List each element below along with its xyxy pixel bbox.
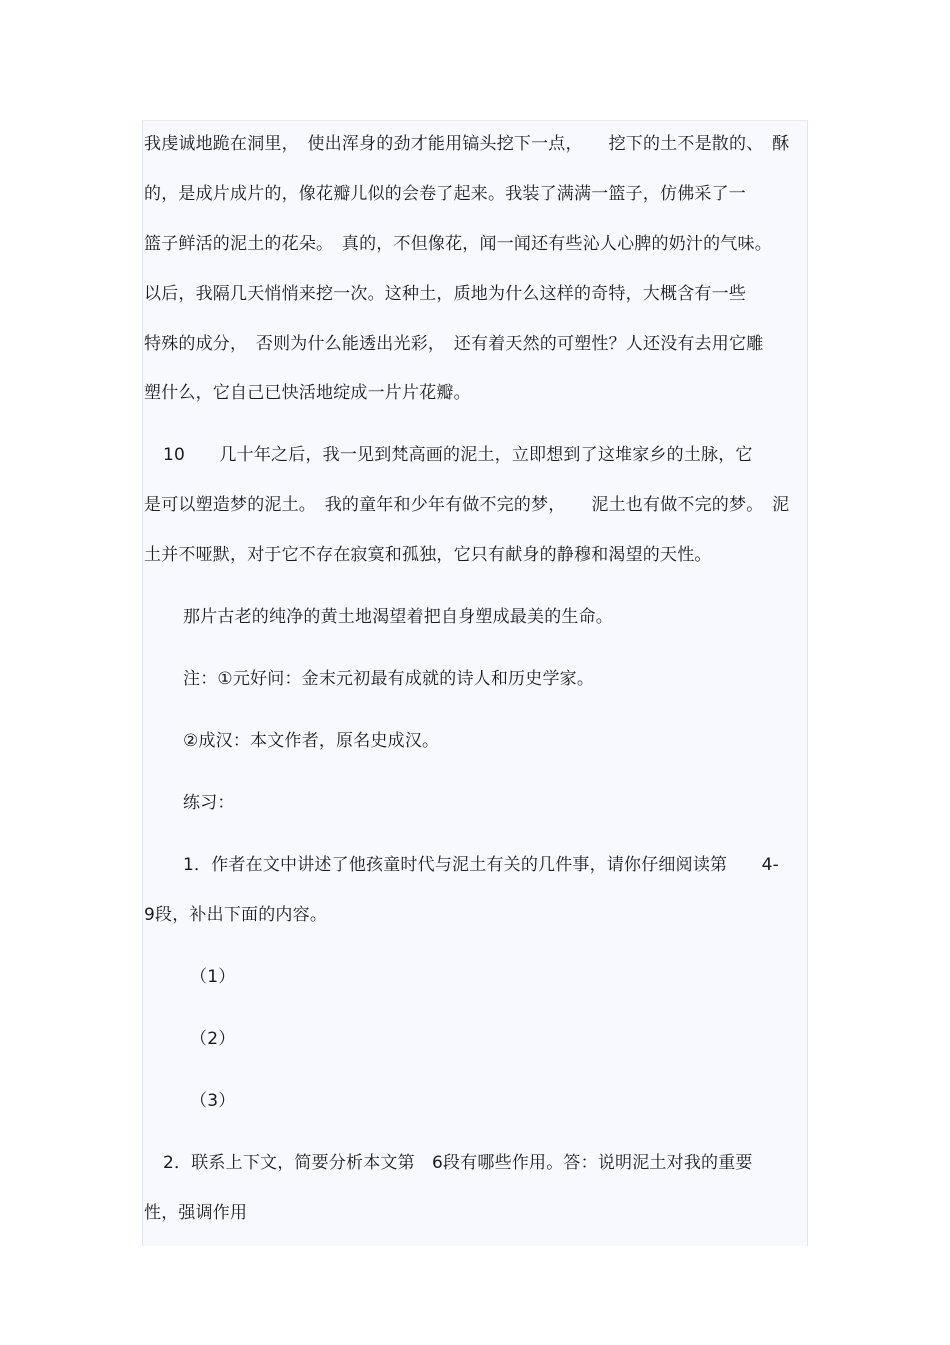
exercise-heading: 练习： (183, 793, 235, 813)
text-line: 是可以塑造梦的泥土。 我的童年和少年有做不完的梦， 泥土也有做不完的梦。 泥 (144, 495, 790, 515)
text-line: 以后，我隔几天悄悄来挖一次。这种土，质地为什么这样的奇特，大概含有一些 (144, 284, 746, 304)
answer-item: （3） (190, 1091, 236, 1111)
note-line: ②成汉：本文作者，原名史成汉。 (183, 731, 440, 751)
question-line: 9段，补出下面的内容。 (144, 905, 328, 925)
text-line: 我虔诚地跪在洞里， 使出浑身的劲才能用镐头挖下一点， 挖下的土不是散的、 酥 (144, 134, 790, 154)
text-line: 土并不哑默，对于它不存在寂寞和孤独，它只有献身的静穆和渴望的天性。 (144, 545, 712, 565)
answer-item: （1） (190, 967, 236, 987)
question-line: 1．作者在文中讲述了他孩童时代与泥土有关的几件事，请你仔细阅读第 4- (183, 855, 779, 875)
note-line: 注：①元好问：金末元初最有成就的诗人和历史学家。 (183, 669, 595, 689)
text-line: 的，是成片成片的，像花瓣儿似的会卷了起来。我装了满满一篮子，仿佛采了一 (144, 184, 746, 204)
question-line: 2．联系上下文，简要分析本文第 6段有哪些作用。答：说明泥土对我的重要 (163, 1153, 753, 1173)
question-line: 性，强调作用 (144, 1203, 248, 1223)
text-line: 篮子鲜活的泥土的花朵。 真的，不但像花，闻一闻还有些沁人心脾的奶汁的气味。 (144, 234, 772, 254)
text-line: 10 几十年之后，我一见到梵高画的泥土，立即想到了这堆家乡的土脉，它 (163, 445, 753, 465)
answer-item: （2） (190, 1029, 236, 1049)
text-line: 塑什么，它自己已快活地绽成一片片花瓣。 (144, 383, 471, 403)
text-line: 特殊的成分， 否则为什么能透出光彩， 还有着天然的可塑性？人还没有去用它雕 (144, 334, 764, 354)
text-line: 那片古老的纯净的黄土地渴望着把自身塑成最美的生命。 (183, 607, 613, 627)
